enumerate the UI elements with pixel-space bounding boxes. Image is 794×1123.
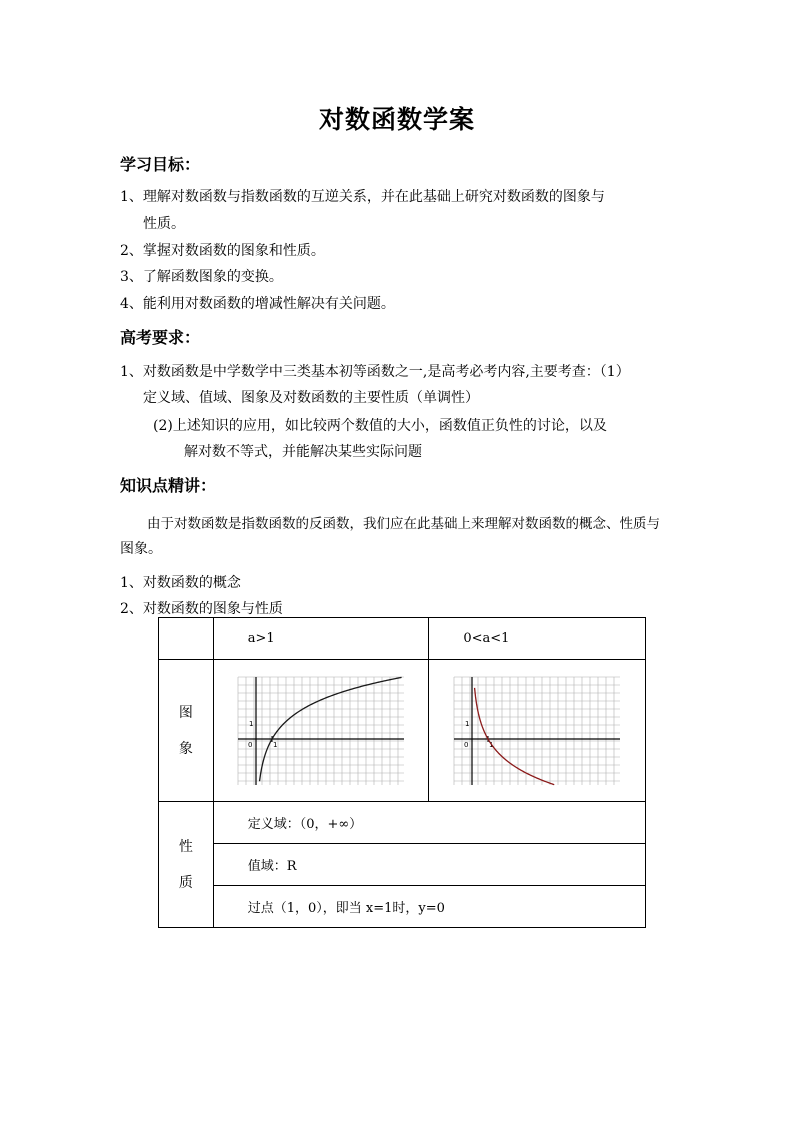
log-function-table (158, 617, 646, 928)
prop-range: 值域：R (213, 844, 645, 886)
row-label-graph (159, 660, 214, 802)
row-label-graph-char-2: 象 (178, 740, 193, 757)
row-label-props-char-1: 性 (178, 838, 193, 855)
graph-grid (238, 677, 404, 785)
requirements-line-4: 解对数不等式，并能解决某些实际问题 (184, 444, 422, 460)
header-a-gt-1: a>1 (213, 618, 429, 660)
row-label-graph-char-1: 图 (178, 704, 193, 721)
prop-fixed-point: 过点（1，0），即当 x=1时，y=0 (213, 886, 645, 928)
graph-cell-a-lt-1 (429, 660, 646, 802)
one-label: 1 (273, 740, 278, 749)
objective-item-1-cont: 性质。 (143, 216, 185, 232)
row-label-props-char-2: 质 (178, 874, 193, 891)
graph-grid (454, 677, 620, 785)
origin-label: 0 (248, 740, 253, 749)
requirements-line-1: 1、对数函数是中学数学中三类基本初等函数之一,是高考必考内容,主要考查：（1） (120, 364, 630, 380)
y-one-label: 1 (465, 719, 470, 728)
requirements-line-3: (2)上述知识的应用，如比较两个数值的大小，函数值正负性的讨论，以及 (153, 418, 607, 434)
knowledge-intro-line-2: 图象。 (120, 541, 162, 557)
knowledge-item-1: 1、对数函数的概念 (120, 575, 241, 591)
graph-cell-a-gt-1 (213, 660, 429, 802)
row-label-props (159, 802, 214, 928)
y-one-label: 1 (249, 719, 254, 728)
knowledge-item-2: 2、对数函数的图象与性质 (120, 601, 283, 617)
objectives-heading: 学习目标： (120, 155, 201, 174)
knowledge-heading: 知识点精讲： (120, 476, 217, 495)
requirements-line-2: 定义域、值域、图象及对数函数的主要性质（单调性） (143, 390, 479, 406)
prop-domain: 定义域：（0，+∞） (213, 802, 645, 844)
objective-item-1: 1、理解对数函数与指数函数的互逆关系，并在此基础上研究对数函数的图象与 (120, 189, 605, 205)
objective-item-4: 4、能利用对数函数的增减性解决有关问题。 (120, 296, 395, 312)
origin-label: 0 (464, 740, 469, 749)
requirements-heading: 高考要求： (120, 328, 201, 347)
knowledge-intro-line-1: 由于对数函数是指数函数的反函数，我们应在此基础上来理解对数函数的概念、性质与 (147, 516, 660, 532)
page-title: 对数函数学案 (318, 105, 475, 134)
table-corner-cell (159, 618, 214, 660)
header-a-lt-1: 0<a<1 (429, 618, 646, 660)
one-label: 1 (489, 740, 494, 749)
objective-item-3: 3、了解函数图象的变换。 (120, 269, 283, 285)
graph-a-gt-1 (236, 675, 406, 787)
objective-item-2: 2、掌握对数函数的图象和性质。 (120, 243, 325, 259)
graph-a-lt-1 (452, 675, 622, 787)
